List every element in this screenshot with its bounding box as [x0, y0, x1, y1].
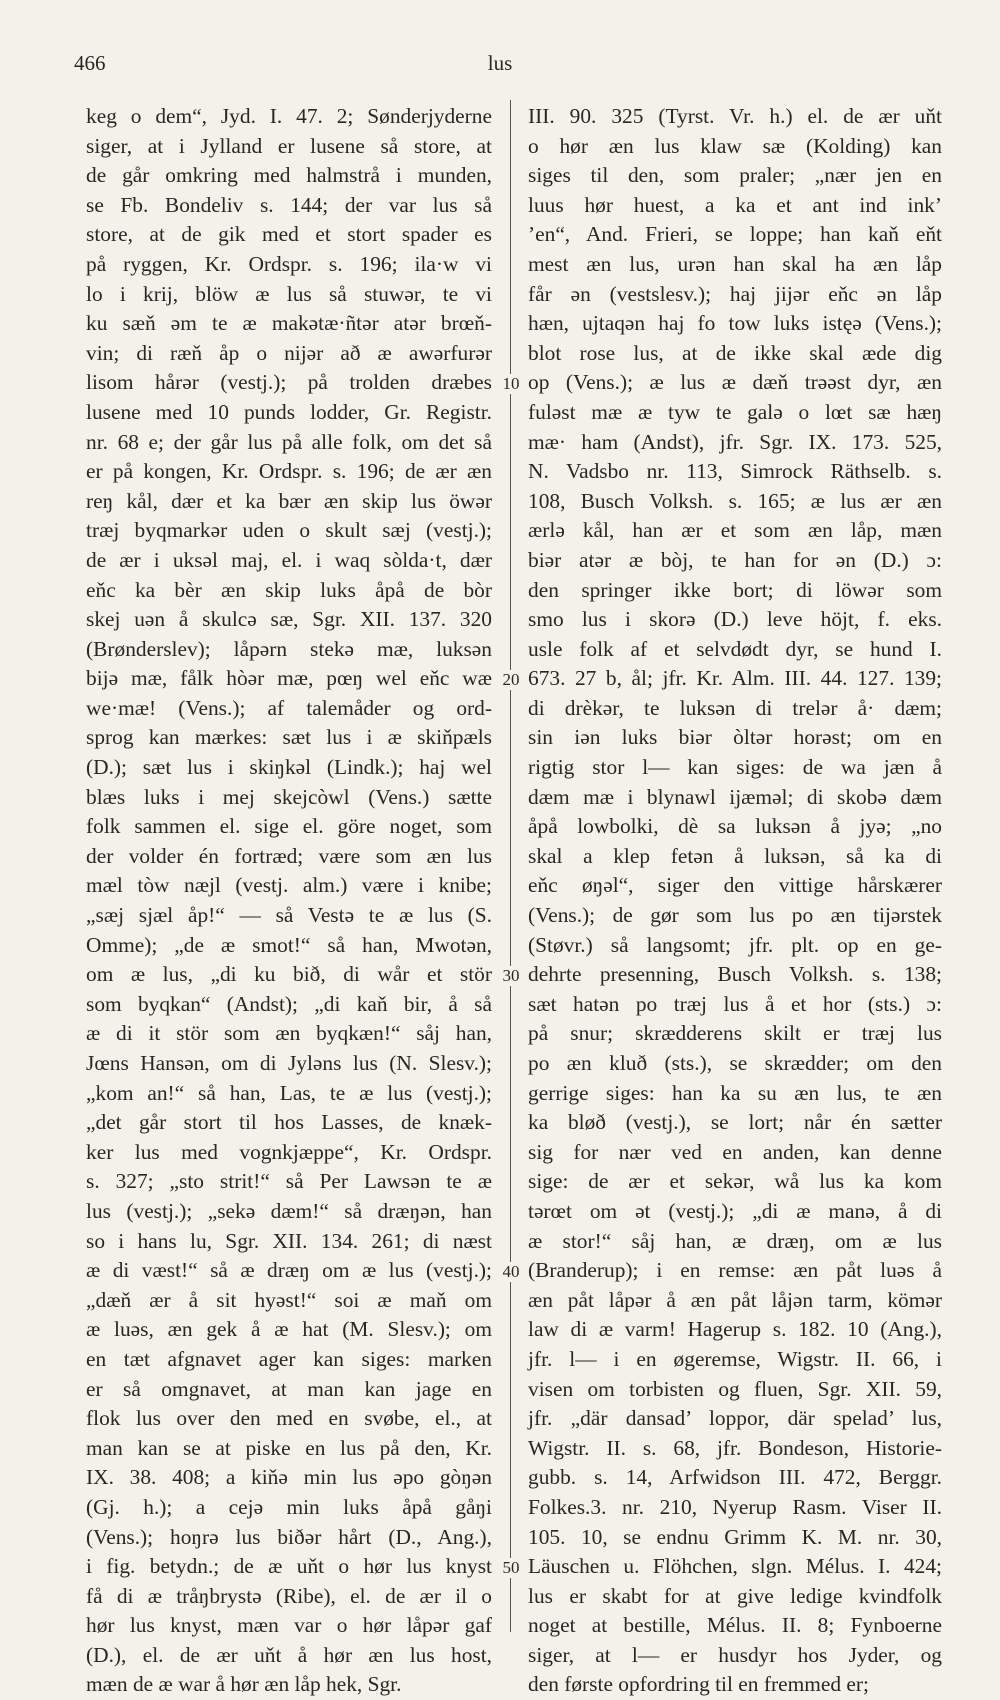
text-line: op (Vens.); æ lus æ dæň trəəst dyr, æn	[528, 370, 942, 395]
text-line: jfr. l— i en øgeremse, Wigstr. II. 66, i	[528, 1346, 942, 1371]
text-line: 108, Busch Volksh. s. 165; æ lus ær æn	[528, 488, 942, 513]
text-line: (Støvr.) så langsomt; jfr. plt. op en ge-	[528, 932, 942, 957]
text-line: hør lus knyst, mæn var o hør låpər gaf	[86, 1613, 492, 1638]
text-line: mæn de æ war å hør æn låp hek, Sgr.	[86, 1672, 402, 1697]
text-line: dæm mæ i blynawl ijæməl; di skobə dæm	[528, 784, 942, 809]
line-number-marker: 40	[494, 1262, 528, 1282]
text-line: sige: de ær et sekər, wå lus ka kom	[528, 1169, 942, 1194]
text-line: reŋ kål, dær et ka bær æn skip lus öwər	[86, 488, 492, 513]
text-line: lisom hårər (vestj.); på trolden dræbes	[86, 370, 492, 395]
text-line: 673. 27 b, ål; jfr. Kr. Alm. III. 44. 127. 139;	[528, 666, 942, 691]
text-line: mæ· ham (Andst), jfr. Sgr. IX. 173. 525,	[528, 429, 942, 454]
text-line: blæs luks i mej skejcòwl (Vens.) sætte	[86, 784, 492, 809]
text-line: visen om torbisten og fluen, Sgr. XII. 59,	[528, 1376, 942, 1401]
text-line: siges til den, som praler; „nær jen en	[528, 163, 942, 188]
text-line: store, at de gik med et stort spader es	[86, 222, 492, 247]
text-line: åpå lowbolki, dè sa luksən å jyə; „no	[528, 814, 942, 839]
line-number-marker: 10	[494, 374, 528, 394]
text-line: law di æ varm! Hagerup s. 182. 10 (Ang.),	[528, 1317, 942, 1342]
text-line: æ stor!“ såj han, æ dræŋ, om æ lus	[528, 1228, 942, 1253]
text-line: luus hør huest, a ka et ant ind ink’	[528, 192, 942, 217]
text-line: keg o dem“, Jyd. I. 47. 2; Sønderjyderne	[86, 104, 492, 128]
text-line: „kom an!“ så han, Las, te æ lus (vestj.);	[86, 1080, 492, 1105]
text-line: flok lus over den med en svøbe, el., at	[86, 1406, 492, 1431]
line-number-marker: 50	[494, 1558, 528, 1578]
text-line: skal a klep fetən å luksən, så ka di	[528, 843, 942, 868]
text-line: (Vens.); hoŋrə lus biðər hårt (D., Ang.),	[86, 1524, 492, 1549]
text-line: (D.), el. de ær uňt å hør æn lus host,	[86, 1642, 492, 1667]
text-line: hæn, ujtaqən haj fo tow luks istęə (Vens.);	[528, 311, 942, 336]
text-line: gubb. s. 14, Arfwidson III. 472, Berggr.	[528, 1465, 942, 1490]
text-line: mæl tòw næjl (vestj. alm.) være i knibe;	[86, 873, 492, 898]
text-line: dehrte presenning, Busch Volksh. s. 138;	[528, 962, 942, 987]
text-line: er så omgnavet, at man kan jage en	[86, 1376, 492, 1401]
text-line: få di æ tråŋbrystə (Ribe), el. de ær il o	[86, 1583, 492, 1608]
text-line: smo lus i skorə (D.) leve höjt, f. eks.	[528, 607, 942, 632]
text-line: noget at bestille, Mélus. II. 8; Fynboerne	[528, 1613, 942, 1638]
text-line: fuləst mæ æ tyw te galə o lœt sæ hæŋ	[528, 399, 942, 424]
line-number-marker: 20	[494, 670, 528, 690]
text-line: Läuschen u. Flöhchen, slgn. Mélus. I. 424;	[528, 1554, 942, 1579]
text-line: jfr. „där dansad’ loppor, där spelad’ lus,	[528, 1406, 942, 1431]
text-line: en tæt afgnavet ager kan siges: marken	[86, 1346, 492, 1371]
text-line: (D.); sæt lus i skiŋkəl (Lindk.); haj wel	[86, 755, 492, 780]
text-line: ærlə kål, han ær et som æn låp, mæn	[528, 518, 942, 543]
text-line: ka bløð (vestj.), se lort; når én sætter	[528, 1110, 942, 1135]
text-line: som byqkan“ (Andst); „di kaň bir, å så	[86, 991, 492, 1016]
text-line: so i hans lu, Sgr. XII. 134. 261; di næst	[86, 1228, 492, 1253]
text-line: di drèkər, te luksən di trelər å· dæm;	[528, 695, 942, 720]
text-line: „dæň ær å sit hyəst!“ soi æ maň om	[86, 1287, 492, 1312]
text-line: ’en“, And. Frieri, se loppe; han kaň eňt	[528, 222, 942, 247]
text-line: nr. 68 e; der går lus på alle folk, om det så	[86, 429, 492, 454]
text-line: ku sæň əm te æ makətæ·ñtər atər brœň-	[86, 311, 492, 336]
text-line: Omme); „de æ smot!“ så han, Mwotən,	[86, 932, 492, 957]
text-line: tərœt om ət (vestj.); „di æ manə, å di	[528, 1198, 942, 1223]
text-line: er på kongen, Kr. Ordspr. s. 196; de ær æn	[86, 459, 492, 484]
head-word: lus	[487, 51, 513, 75]
page-number: 466	[74, 51, 106, 75]
text-line: N. Vadsbo nr. 113, Simrock Räthselb. s.	[528, 459, 942, 484]
text-line: vin; di ræň åp o nijər að æ awərfurər	[86, 340, 492, 365]
text-line: s. 327; „sto strit!“ så Per Lawsən te æ	[86, 1169, 492, 1194]
text-line: (Brønderslev); låpərn stekə mæ, luksən	[86, 636, 492, 661]
text-line: eňc ka bèr æn skip luks åpå de bòr	[86, 577, 492, 602]
text-line: sin iən luks biər òltər horəst; om en	[528, 725, 942, 750]
text-line: Folkes.3. nr. 210, Nyerup Rasm. Viser II.	[528, 1494, 942, 1519]
text-line: bijə mæ, fålk hòər mæ, pœŋ wel eňc wæ	[86, 666, 492, 691]
text-line: de ær i uksəl maj, el. i waq sòlda·t, dær	[86, 547, 492, 572]
right-column	[528, 102, 942, 1700]
text-line: „det går stort til hos Lasses, de knæk-	[86, 1110, 492, 1135]
text-line: den springer ikke bort; di löwər som	[528, 577, 942, 602]
text-line: folk sammen el. sige el. göre noget, som	[86, 814, 492, 839]
line-number-marker: 30	[494, 966, 528, 986]
text-line: træj byqmarkər uden o skult sæj (vestj.);	[86, 518, 492, 543]
text-line: usle folk af et selvdødt dyr, se hund I.	[528, 636, 942, 661]
text-line: (Vens.); de gør som lus po æn tijərstek	[528, 903, 942, 928]
text-line: æ di væst!“ så æ dræŋ om æ lus (vestj.);	[86, 1258, 492, 1283]
text-line: Jœns Hansən, om di Jyləns lus (N. Slesv.);	[86, 1051, 492, 1075]
text-line: de går omkring med halmstrå i munden,	[86, 163, 492, 188]
text-line: gerrige siges: han ka su æn lus, te æn	[528, 1080, 942, 1105]
text-line: blot rose lus, at de ikke skal æde dig	[528, 340, 942, 365]
text-line: we·mæ! (Vens.); af talemåder og ord-	[86, 695, 492, 720]
text-line: æ di it stör som æn byqkæn!“ såj han,	[86, 1021, 492, 1046]
running-head	[0, 48, 1000, 78]
text-line: III. 90. 325 (Tyrst. Vr. h.) el. de ær uňt	[528, 104, 942, 128]
text-line: skej uən å skulcə sæ, Sgr. XII. 137. 320	[86, 607, 492, 632]
text-line: får ən (vestslesv.); haj jijər eňc ən låp	[528, 281, 942, 306]
text-line: lus er skabt for at give ledige kvindfolk	[528, 1583, 942, 1608]
text-line: sprog kan mærkes: sæt lus i æ skiňpæls	[86, 725, 492, 750]
text-line: lo i krij, blöw æ lus så stuwər, te vi	[86, 281, 492, 306]
text-line: på snur; skrædderens skilt er træj lus	[528, 1021, 942, 1046]
text-line: æ luəs, æn gek å æ hat (M. Slesv.); om	[86, 1317, 492, 1342]
text-line: siger, at l— er husdyr hos Jyder, og	[528, 1642, 942, 1667]
text-line: i fig. betydn.; de æ uňt o hør lus knyst	[86, 1554, 492, 1579]
text-line: po æn kluð (sts.), se skrædder; om den	[528, 1051, 942, 1075]
text-line: siger, at i Jylland er lusene så store, at	[86, 133, 492, 158]
text-line: ker lus med vognkjæppe“, Kr. Ordspr.	[86, 1139, 492, 1164]
text-line: biər atər æ bòj, te han for ən (D.) ɔ:	[528, 547, 942, 572]
text-line: „sæj sjæl åp!“ — så Vestə te æ lus (S.	[86, 903, 492, 928]
text-line: man kan se at piske en lus på den, Kr.	[86, 1435, 492, 1460]
text-line: lusene med 10 punds lodder, Gr. Registr.	[86, 399, 492, 424]
text-line: om æ lus, „di ku bið, di wår et stör	[86, 962, 492, 987]
text-line: på ryggen, Kr. Ordspr. s. 196; ila·w vi	[86, 251, 492, 276]
text-line: se Fb. Bondeliv s. 144; der var lus så	[86, 192, 492, 217]
text-line: rigtig stor l— kan siges: de wa jæn å	[528, 755, 942, 780]
text-line: æn påt låpər å æn påt låjən tarm, kömər	[528, 1287, 942, 1312]
text-line: o hør æn lus klaw sæ (Kolding) kan	[528, 133, 942, 158]
text-line: den første opfordring til en fremmed er;	[528, 1672, 869, 1697]
text-line: Wigstr. II. s. 68, jfr. Bondeson, Historie-	[528, 1435, 942, 1460]
text-line: der volder én fortræd; være som æn lus	[86, 843, 492, 868]
text-line: eňc øŋəl“, siger den vittige hårskærer	[528, 873, 942, 898]
text-line: mest æn lus, urən han skal ha æn låp	[528, 251, 942, 276]
left-column	[86, 102, 492, 1700]
text-line: lus (vestj.); „sekə dæm!“ så dræŋən, han	[86, 1198, 492, 1223]
text-line: 105. 10, se endnu Grimm K. M. nr. 30,	[528, 1524, 942, 1549]
text-line: (Gj. h.); a cejə min luks åpå gåŋi	[86, 1494, 492, 1519]
text-line: sæt hatən po træj lus å et hor (sts.) ɔ:	[528, 991, 942, 1016]
text-line: sig for nær ved en anden, kan denne	[528, 1139, 942, 1164]
text-line: IX. 38. 408; a kiňə min lus əpo gòŋən	[86, 1465, 492, 1490]
text-line: (Branderup); i en remse: æn påt luəs å	[528, 1258, 942, 1283]
column-divider	[510, 100, 511, 1632]
